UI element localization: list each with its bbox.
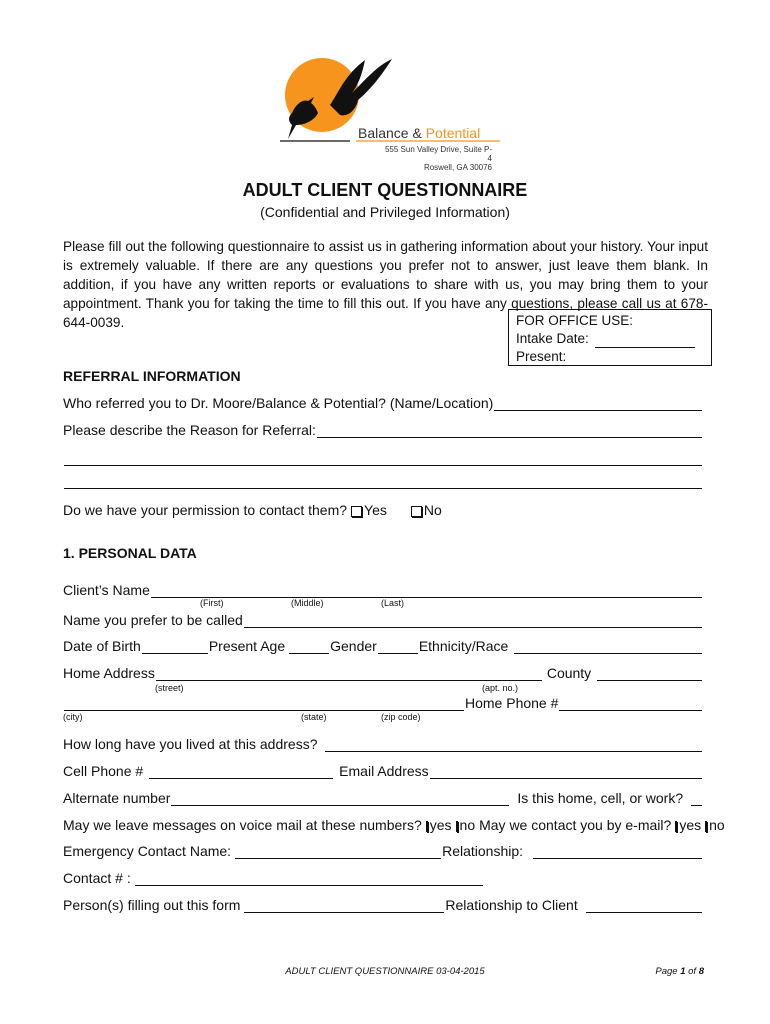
dob-input[interactable] — [142, 640, 208, 654]
address-input[interactable] — [156, 667, 542, 681]
city-state-zip-input[interactable] — [64, 697, 464, 711]
ethnicity-input[interactable] — [514, 640, 702, 654]
voicemail-no-checkbox[interactable] — [456, 821, 458, 832]
reason-input-3[interactable] — [64, 475, 702, 489]
home-phone-input[interactable] — [559, 697, 702, 711]
present: Present: — [516, 348, 704, 366]
cell-input[interactable] — [149, 765, 333, 779]
contact-permission-row: May we leave messages on voice mail at these numbers? yes no May we contact you by e-mail? yes no — [63, 817, 725, 833]
referred-by-input[interactable] — [494, 397, 702, 411]
filling-out-input[interactable] — [244, 899, 444, 913]
reason-input-2[interactable] — [64, 452, 702, 466]
page-subtitle: (Confidential and Privileged Information) — [260, 204, 510, 220]
zip-caption: (zip code) — [381, 712, 421, 722]
page-number: Page 1 of 8 — [655, 966, 704, 977]
page-title: ADULT CLIENT QUESTIONNAIRE — [242, 180, 528, 200]
reason-line-3 — [63, 475, 703, 489]
client-name-row: Client’s Name — [63, 582, 703, 598]
brand-name: Balance & Potential — [358, 125, 481, 141]
filling-out-row: Person(s) filling out this form Relationship to Client — [63, 897, 703, 913]
intro-paragraph: Please fill out the following questionnaire to assist us in gathering information about your history. Your input is extremely valuable. If there are any questions you prefer not to answer, just leave them blank. In addition, if you have any written reports or evaluations to share with us, you may bring them to your appointment. Thank you for taking the time to fill this out. If you have any questions, please call us at 678-644-0039. — [63, 239, 708, 330]
alternate-row: Alternate number Is this home, cell, or work? — [63, 790, 703, 806]
alternate-type-input[interactable] — [691, 792, 702, 806]
preferred-name-input[interactable] — [244, 614, 702, 628]
gender-input[interactable] — [378, 640, 418, 654]
permission-no-checkbox[interactable] — [411, 506, 422, 517]
street-caption: (street) — [155, 683, 184, 693]
email-no-checkbox[interactable] — [705, 821, 707, 832]
logo — [270, 55, 510, 172]
address: 555 Sun Valley Drive, Suite P-4 Roswell, GA 30076 — [384, 145, 492, 172]
first-caption: (First) — [200, 598, 224, 608]
office-use-title: FOR OFFICE USE: — [516, 313, 634, 328]
city-row: Home Phone # — [63, 695, 703, 711]
age-input[interactable] — [289, 640, 329, 654]
preferred-name-row: Name you prefer to be called — [63, 612, 703, 628]
reason-input[interactable] — [317, 424, 702, 438]
footer-doc-name: ADULT CLIENT QUESTIONNAIRE 03-04-2015 — [285, 966, 485, 977]
reason-row: Please describe the Reason for Referral: — [63, 422, 703, 438]
apt-caption: (apt. no.) — [482, 683, 519, 693]
referred-by-row: Who referred you to Dr. Moore/Balance & Potential? (Name/Location) — [63, 395, 703, 411]
referral-heading: REFERRAL INFORMATION — [63, 368, 241, 384]
state-caption: (state) — [301, 712, 327, 722]
intake-date: Intake Date: — [516, 330, 704, 348]
county-input[interactable] — [597, 667, 702, 681]
address-row: Home Address County — [63, 665, 703, 681]
middle-caption: (Middle) — [291, 598, 324, 608]
emergency-relationship-input[interactable] — [533, 845, 702, 859]
emergency-name-input[interactable] — [235, 845, 441, 859]
permission-row: Do we have your permission to contact them? Yes No — [63, 502, 442, 518]
city-caption: (city) — [63, 712, 83, 722]
last-caption: (Last) — [381, 598, 405, 608]
email-yes-checkbox[interactable] — [675, 821, 677, 832]
voicemail-yes-checkbox[interactable] — [426, 821, 428, 832]
client-name-input[interactable] — [151, 584, 702, 598]
how-long-input[interactable] — [325, 738, 702, 752]
reason-line-2 — [63, 452, 703, 466]
contact-number-input[interactable] — [135, 872, 483, 886]
personal-heading: 1. PERSONAL DATA — [63, 545, 197, 561]
alternate-input[interactable] — [171, 792, 509, 806]
emergency-row: Emergency Contact Name: Relationship: — [63, 843, 703, 859]
how-long-row: How long have you lived at this address? — [63, 736, 703, 752]
dob-row: Date of Birth Present Age Gender Ethnicity/Race — [63, 638, 703, 654]
permission-yes-checkbox[interactable] — [351, 506, 362, 517]
relationship-to-client-input[interactable] — [586, 899, 702, 913]
office-use-box — [508, 309, 712, 366]
email-input[interactable] — [430, 765, 702, 779]
cell-row: Cell Phone # Email Address — [63, 763, 703, 779]
contact-number-row: Contact # : — [63, 870, 703, 886]
